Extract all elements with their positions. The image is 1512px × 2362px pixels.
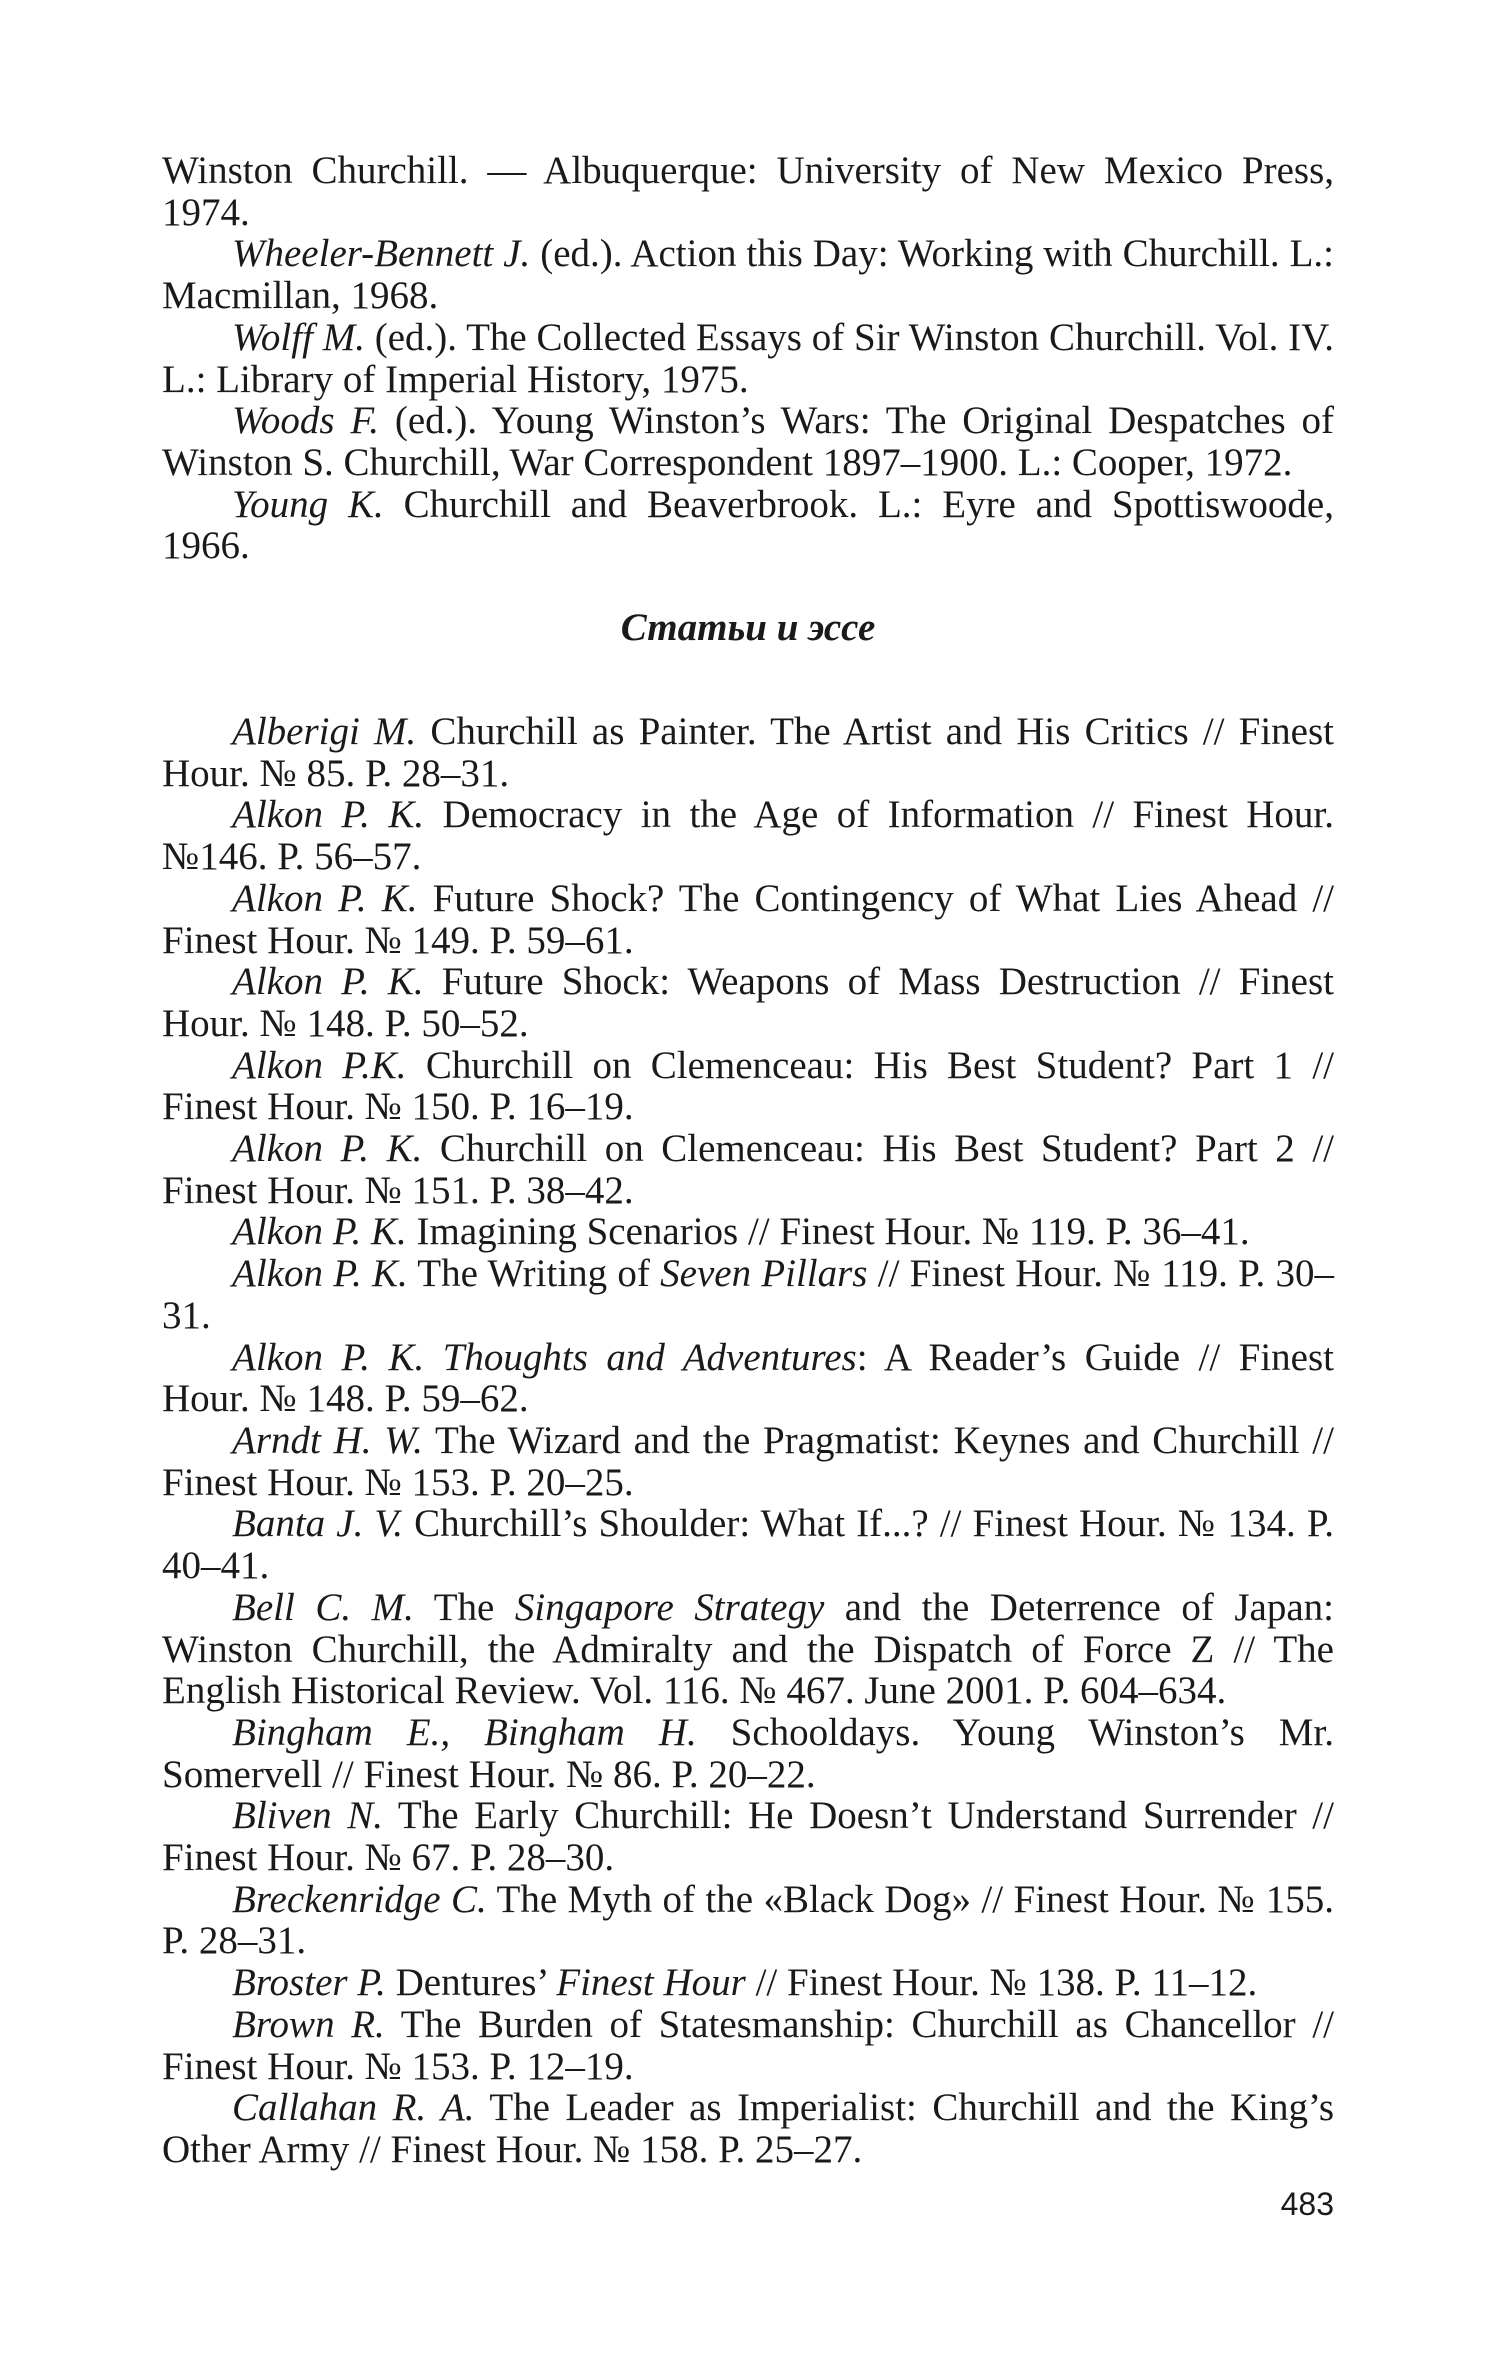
bibliography-entry: [162, 1503, 1334, 1586]
entry-text: Churchill’s Shoulder: What If...? // Finest Hour. № 134. P. 40–41.: [162, 1502, 1335, 1588]
bibliography-entry: [162, 1211, 1334, 1253]
entry-author: Alkon P. K.: [232, 876, 418, 920]
bibliography-entry: [162, 1795, 1334, 1878]
entry-author: Bliven N.: [232, 1794, 383, 1838]
entry-text: (ed.). The Collected Essays of Sir Winston Churchill. Vol. IV. L.: Library of Imperial History, 1975.: [162, 315, 1335, 401]
entry-author: Alkon P. K.: [232, 1252, 408, 1296]
entry-author: Alkon P.K.: [232, 1043, 407, 1087]
entry-author: Wolff M.: [232, 315, 365, 359]
entry-author: Callahan R. A.: [232, 2086, 475, 2130]
entry-author: Brown R.: [232, 2002, 385, 2046]
entry-text: Future Shock: Weapons of Mass Destruction // Finest Hour. № 148. P. 50–52.: [162, 960, 1334, 1045]
bibliography-entry: [162, 2004, 1334, 2087]
section-title: Статьи и эссе: [620, 606, 876, 650]
entry-text: Future Shock? The Contingency of What Lies Ahead // Finest Hour. № 149. P. 59–61.: [162, 876, 1334, 962]
entry-text: Churchill on Clemenceau: His Best Student? Part 2 // Finest Hour. № 151. P. 38–42.: [162, 1127, 1334, 1212]
entry-author: Banta J. V.: [232, 1502, 403, 1546]
bibliography-entry: [162, 1337, 1334, 1420]
bibliography-entry: [162, 878, 1334, 961]
bibliography-entry: [162, 150, 1334, 233]
entry-author: Broster P.: [232, 1961, 386, 2005]
entry-text: Churchill on Clemenceau: His Best Student? Part 1 // Finest Hour. № 150. P. 16–19.: [162, 1043, 1334, 1129]
bibliography-entry: [162, 484, 1334, 567]
entry-text: // Finest Hour. № 138. P. 11–12.: [745, 1961, 1258, 2005]
entry-text: and the Deterrence of Japan: Winston Churchill, the Admiralty and the Dispatch of Force Z // The English Historical Review. Vol. 116. № 467. June 2001. P. 604–634.: [162, 1585, 1334, 1713]
entry-text: (ed.). Action this Day: Working with Churchill. L.: Macmillan, 1968.: [162, 232, 1334, 318]
entry-text: The Wizard and the Pragmatist: Keynes and Churchill // Finest Hour. № 153. P. 20–25.: [162, 1418, 1334, 1504]
bibliography-entry: [162, 711, 1334, 794]
bibliography-entry: [162, 1712, 1334, 1795]
entry-italic-title: Seven Pillars: [660, 1252, 868, 1296]
entry-text: Churchill and Beaverbrook. L.: Eyre and Spottiswoode, 1966.: [162, 482, 1334, 568]
entry-author: Bell C. M.: [232, 1585, 414, 1629]
bibliography-entry: [162, 1045, 1334, 1128]
bibliography-entry: [162, 1128, 1334, 1211]
bibliography-entry: [162, 1879, 1334, 1962]
entry-text: The: [413, 1585, 515, 1629]
entry-text: Churchill as Painter. The Artist and His Critics // Finest Hour. № 85. P. 28–31.: [162, 710, 1334, 795]
entry-author: Arndt H. W.: [232, 1418, 423, 1462]
entry-author: Alberigi M.: [232, 710, 417, 754]
bibliography-page: [162, 150, 1334, 2171]
entry-text: Schooldays. Young Winston’s Mr. Somervell // Finest Hour. № 86. P. 20–22.: [162, 1710, 1334, 1796]
bibliography-list-articles: [162, 711, 1334, 2171]
entry-text: // Finest Hour. № 119. P. 30–31.: [162, 1252, 1335, 1337]
entry-text: [424, 1336, 442, 1379]
entry-text: : A Reader’s Guide // Finest Hour. № 148. P. 59–62.: [162, 1335, 1335, 1421]
bibliography-entry: [162, 233, 1334, 316]
bibliography-entry: [162, 1587, 1334, 1712]
entry-text: The Writing of: [407, 1252, 661, 1296]
entry-author: Wheeler-Bennett J.: [232, 232, 531, 276]
entry-author: Woods F.: [232, 399, 379, 443]
bibliography-entry: [162, 961, 1334, 1044]
entry-italic-title: Finest Hour: [556, 1961, 746, 2005]
bibliography-entry: [162, 2087, 1334, 2170]
bibliography-entry: [162, 794, 1334, 877]
bibliography-entry: [162, 400, 1334, 483]
entry-text: Dentures’: [385, 1961, 557, 2005]
entry-text: The Burden of Statesmanship: Churchill as Chancellor // Finest Hour. № 153. P. 12–19.: [162, 2002, 1334, 2088]
page-number: 483: [1280, 2186, 1334, 2222]
bibliography-list-books: [162, 150, 1334, 567]
entry-italic-title: Thoughts and Adventures: [442, 1335, 857, 1379]
entry-text: Winston Churchill. — Albuquerque: University of New Mexico Press, 1974.: [162, 149, 1334, 234]
entry-author: Alkon P. K.: [232, 1210, 407, 1254]
entry-author: Alkon P. K.: [232, 960, 424, 1004]
entry-author: Bingham E., Bingham H.: [232, 1710, 697, 1754]
entry-author: Young K.: [232, 482, 384, 526]
entry-italic-title: Singapore Strategy: [514, 1585, 825, 1629]
entry-author: Alkon P. K.: [232, 1127, 423, 1171]
bibliography-entry: [162, 1420, 1334, 1503]
entry-author: Alkon P. K.: [232, 1335, 425, 1379]
entry-text: Imagining Scenarios // Finest Hour. № 119. P. 36–41.: [406, 1210, 1250, 1254]
bibliography-entry: [162, 1253, 1334, 1336]
bibliography-entry: [162, 1962, 1334, 2004]
entry-text: The Leader as Imperialist: Churchill and the King’s Other Army // Finest Hour. № 158. P. 25–27.: [162, 2086, 1335, 2171]
bibliography-entry: [162, 317, 1334, 400]
entry-text: (ed.). Young Winston’s Wars: The Original Despatches of Winston S. Churchill, War Correspondent 1897–1900. L.: Cooper, 1972.: [162, 399, 1334, 484]
entry-text: The Myth of the «Black Dog» // Finest Hour. № 155. P. 28–31.: [162, 1877, 1334, 1963]
entry-author: Alkon P. K.: [232, 793, 425, 837]
entry-text: The Early Churchill: He Doesn’t Understand Surrender // Finest Hour. № 67. P. 28–30.: [162, 1794, 1334, 1880]
entry-text: Democracy in the Age of Information // Finest Hour. №146. P. 56–57.: [162, 793, 1334, 879]
entry-author: Breckenridge C.: [232, 1877, 487, 1921]
